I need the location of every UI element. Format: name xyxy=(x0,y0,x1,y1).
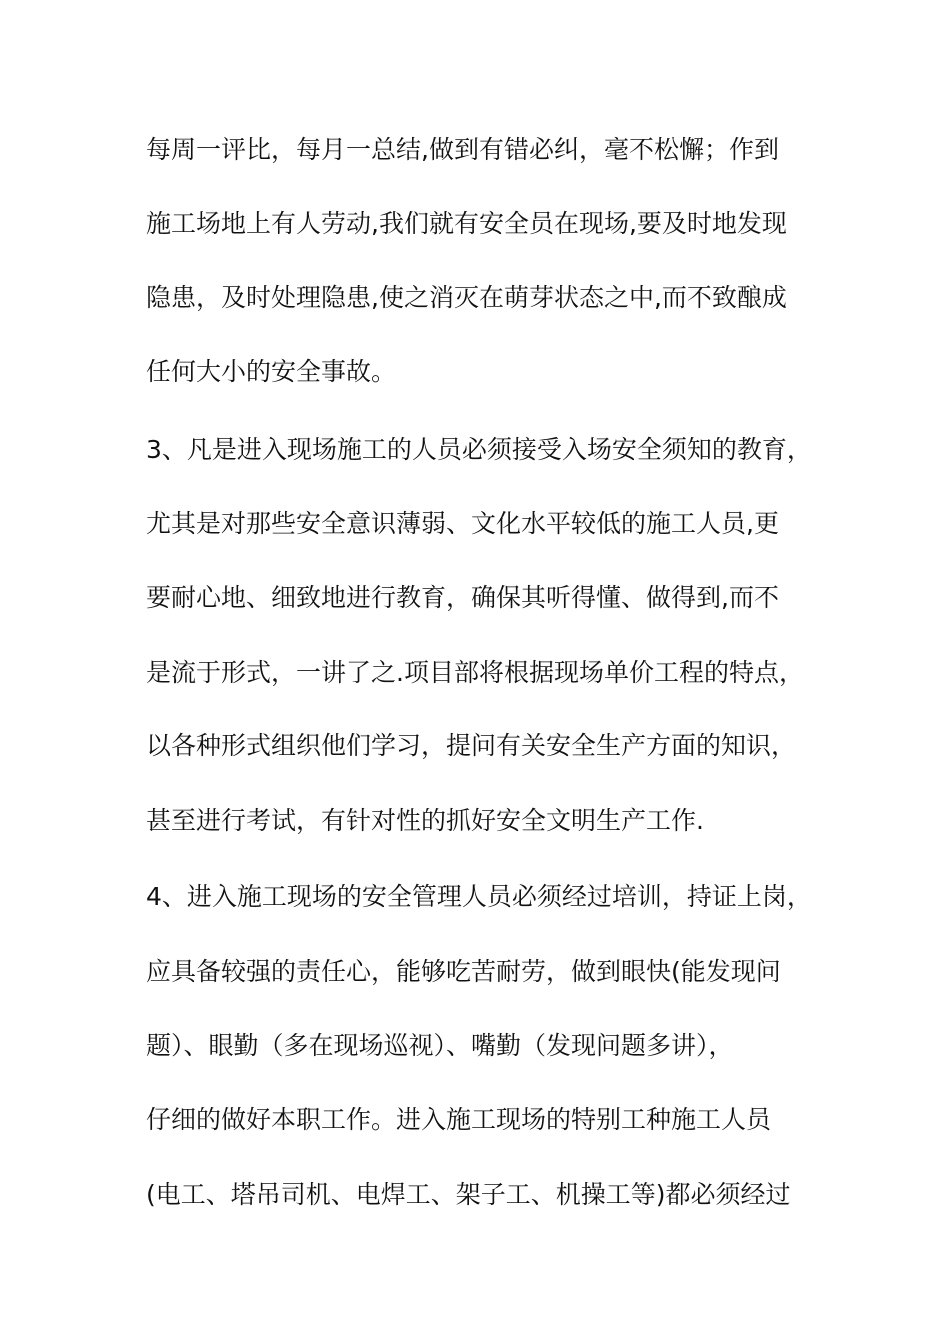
text-line: 题）、眼勤（多在现场巡视）、嘴勤（发现问题多讲）， xyxy=(146,1031,734,1060)
text-line: 是流于形式，一讲了之.项目部将根据现场单价工程的特点， xyxy=(146,658,804,687)
text-line: 3、凡是进入现场施工的人员必须接受入场安全须知的教育， xyxy=(146,435,812,464)
text-line: 尤其是对那些安全意识薄弱、文化水平较低的施工人员,更 xyxy=(146,509,779,538)
text-line: 隐患，及时处理隐患,使之消灭在萌芽状态之中,而不致酿成 xyxy=(146,283,787,312)
text-line: 甚至进行考试，有针对性的抓好安全文明生产工作. xyxy=(146,806,704,835)
text-line: 每周一评比，每月一总结,做到有错必纠，毫不松懈；作到 xyxy=(146,135,779,164)
text-line: 施工场地上有人劳动,我们就有安全员在现场,要及时地发现 xyxy=(146,209,787,238)
text-line: (电工、塔吊司机、电焊工、架子工、机操工等)都必须经过 xyxy=(146,1180,791,1209)
text-line: 仔细的做好本职工作。进入施工现场的特别工种施工人员 xyxy=(146,1105,772,1134)
text-line: 应具备较强的责任心，能够吃苦耐劳，做到眼快(能发现问 xyxy=(146,957,781,986)
text-line: 4、进入施工现场的安全管理人员必须经过培训，持证上岗， xyxy=(146,882,812,911)
text-line: 要耐心地、细致地进行教育，确保其听得懂、做得到,而不 xyxy=(146,583,779,612)
text-line: 任何大小的安全事故。 xyxy=(146,357,397,386)
text-line: 以各种形式组织他们学习，提问有关安全生产方面的知识， xyxy=(146,731,797,760)
